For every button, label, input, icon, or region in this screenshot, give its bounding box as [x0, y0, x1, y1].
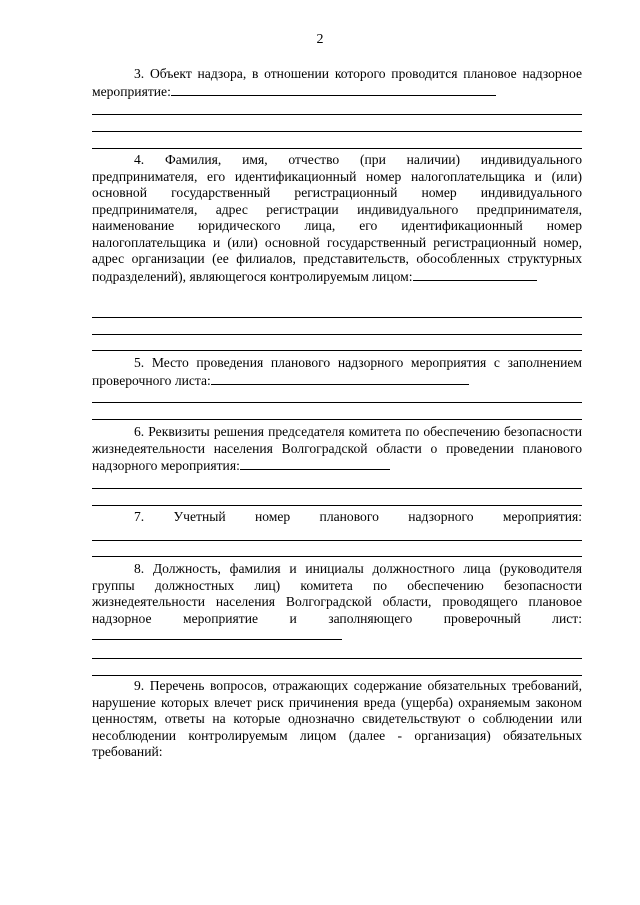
- section-4-text: 4. Фамилия, имя, отчество (при наличии) индивидуального предпринимателя, его идентификационный номер налогоплательщика и (или) основной государственный регистрационный номер индивидуального предпринимателя, адрес регистрации индивидуального предпринимателя, наименование юридического лица, его идентификационный номер налогоплательщика и (или) основной государственный регистрационный номер, адрес организации (ее филиалов, представительств, обособленных структурных подразделений), являющегося контролируемым лицом:: [92, 152, 582, 284]
- section-8: [92, 561, 582, 645]
- blank-line[interactable]: [92, 317, 582, 318]
- blank-line[interactable]: [92, 675, 582, 676]
- blank-line[interactable]: [92, 556, 582, 557]
- section-9: [92, 678, 582, 761]
- section-9-text: 9. Перечень вопросов, отражающих содержание обязательных требований, нарушение которых влечет риск причинения вреда (ущерба) охраняемым законом ценностям, ответы на которые однозначно свидетельствуют о соблюдении или несоблюдении контролируемым лицом (далее - организация) обязательных требований:: [92, 678, 582, 759]
- section-6-blank[interactable]: [240, 457, 390, 470]
- section-7-text: 7. Учетный номер планового надзорного мероприятия:: [134, 509, 582, 524]
- blank-line[interactable]: [92, 350, 582, 351]
- blank-line[interactable]: [92, 148, 582, 149]
- blank-line[interactable]: [92, 114, 582, 115]
- blank-line[interactable]: [92, 658, 582, 659]
- page-number: 2: [316, 32, 324, 47]
- blank-line[interactable]: [92, 131, 582, 132]
- section-5: [92, 355, 582, 389]
- section-7: [92, 509, 582, 526]
- section-4-blank[interactable]: [413, 268, 537, 281]
- section-8-blank[interactable]: [92, 627, 342, 640]
- section-6-text: 6. Реквизиты решения председателя комитета по обеспечению безопасности жизнедеятельности населения Волгоградской области о проведении планового надзорного мероприятия:: [92, 424, 582, 473]
- section-5-text: 5. Место проведения планового надзорного мероприятия с заполнением проверочного листа:: [92, 355, 582, 388]
- blank-line[interactable]: [92, 402, 582, 403]
- blank-line[interactable]: [92, 540, 582, 541]
- blank-line[interactable]: [92, 488, 582, 489]
- section-8-text: 8. Должность, фамилия и инициалы должностного лица (руководителя группы должностных лиц) комитета по обеспечению безопасности жизнедеятельности населения Волгоградской области, проводящего плановое надзорное мероприятие и заполняющего проверочный лист:: [92, 561, 582, 645]
- section-3: [92, 66, 582, 100]
- blank-line[interactable]: [92, 505, 582, 506]
- section-3-text: 3. Объект надзора, в отношении которого проводится плановое надзорное мероприятие:: [92, 66, 582, 99]
- section-6: [92, 424, 582, 475]
- section-4: [92, 152, 582, 285]
- blank-line[interactable]: [92, 419, 582, 420]
- section-5-blank[interactable]: [211, 372, 469, 385]
- section-3-blank[interactable]: [171, 83, 496, 96]
- blank-line[interactable]: [92, 334, 582, 335]
